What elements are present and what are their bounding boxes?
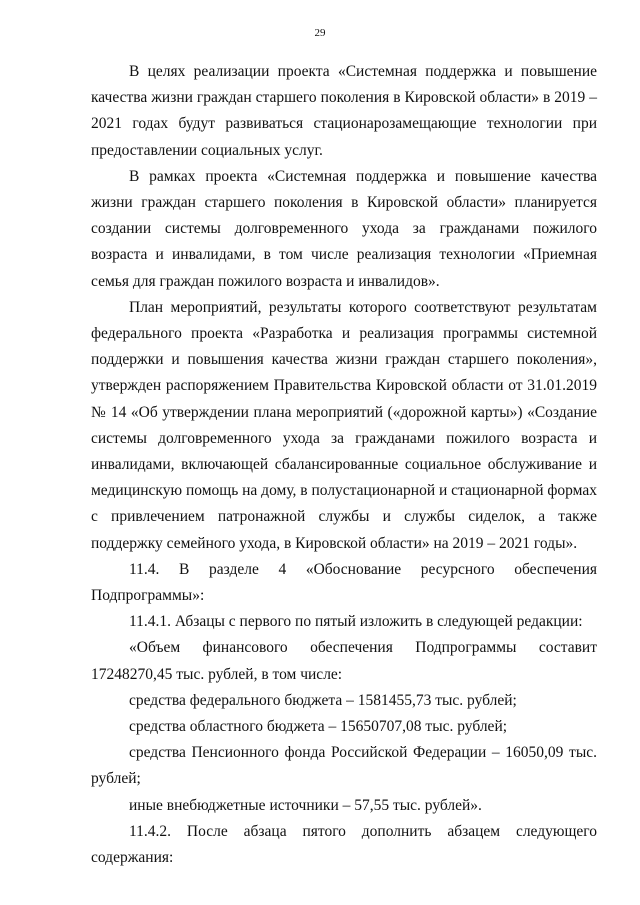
paragraph: средства Пенсионного фонда Российской Федерации – 16050,09 тыс. рублей; <box>91 744 597 788</box>
paragraph: План мероприятий, результаты которого соответствуют результатам федерального проекта «Разработка и реализация программы системной поддержки и повышения качества жизни граждан старшего поколения», утвержден распоряжением Правительства Кировской области от 31.01.2019 № 14 «Об утверждении плана мероприятий («дорожной карты») «Создание системы долговременного ухода за гражданами пожилого возраста и инвалидами, включающей сбалансированные социальное обслуживание и медицинскую помощь на дому, в полустационарной и стационарной формах с привлечением патронажной службы и службы сиделок, а также поддержку семейного ухода, в Кировской области» на 2019 – 2021 годы». <box>91 298 598 552</box>
page-number: 29 <box>314 27 326 39</box>
paragraph: В целях реализации проекта «Системная поддержка и повышение качества жизни граждан старшего поколения в Кировской области» в 2019 – 2021 годах будут развиваться стационарозамещающие технологии при предоставлении социальных услуг. <box>91 63 597 159</box>
paragraph: иные внебюджетные источники – 57,55 тыс. рублей». <box>129 796 482 814</box>
paragraph: «Объем финансового обеспечения Подпрограммы составит 17248270,45 тыс. рублей, в том числе: <box>91 639 597 683</box>
document-body <box>91 59 597 871</box>
paragraph: средства федерального бюджета – 1581455,73 тыс. рублей; <box>129 691 517 709</box>
paragraph: 11.4.1. Абзацы с первого по пятый изложить в следующей редакции: <box>129 613 583 631</box>
paragraph: 11.4. В разделе 4 «Обоснование ресурсного обеспечения Подпрограммы»: <box>91 560 597 605</box>
paragraph: 11.4.2. После абзаца пятого дополнить абзацем следующего содержания: <box>91 822 597 867</box>
paragraph: В рамках проекта «Системная поддержка и повышение качества жизни граждан старшего поколения в Кировской области» планируется создании системы долговременного ухода за гражданами пожилого возраста и инвалидами, в том числе реализация технологии «Приемная семья для граждан пожилого возраста и инвалидов». <box>91 167 597 290</box>
paragraph: средства областного бюджета – 15650707,08 тыс. рублей; <box>129 718 508 736</box>
